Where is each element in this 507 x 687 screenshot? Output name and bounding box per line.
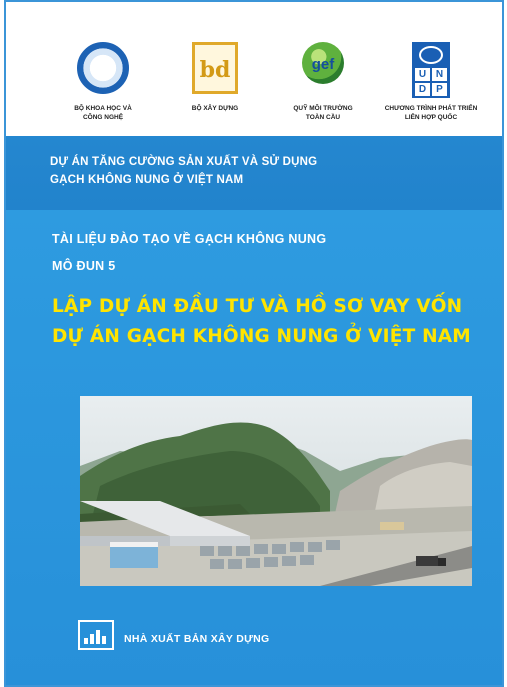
project-name: DỰ ÁN TĂNG CƯỜNG SẢN XUẤT VÀ SỬ DỤNG GẠCH KHÔNG NUNG Ở VIỆT NAM	[50, 156, 318, 186]
logo-caption: QUỸ MÔI TRƯỜNG TOÀN CẦU	[293, 105, 353, 121]
factory-photo	[80, 396, 472, 586]
logo-band	[6, 2, 504, 136]
logo-caption: CHƯƠNG TRÌNH PHÁT TRIỂN LIÊN HỢP QUỐC	[384, 105, 478, 121]
logo-gef	[268, 42, 378, 122]
main-title: LẬP DỰ ÁN ĐẦU TƯ VÀ HỒ SƠ VAY VỐN DỰ ÁN GẠCH KHÔNG NUNG Ở VIỆT NAM	[52, 296, 471, 347]
logo-undp	[376, 42, 486, 122]
logo-ministry-construction	[160, 42, 270, 113]
logo-caption: BỘ XÂY DỰNG	[191, 105, 239, 112]
publisher-name: NHÀ XUẤT BẢN XÂY DỰNG	[124, 633, 270, 645]
series-title: TÀI LIỆU ĐÀO TẠO VỀ GẠCH KHÔNG NUNG	[52, 232, 327, 246]
ministry-construction-icon: bd	[187, 42, 243, 98]
logo-ministry-science	[48, 42, 158, 122]
undp-icon: U N D P	[403, 42, 459, 98]
title-panel	[6, 210, 504, 687]
book-cover	[4, 0, 504, 687]
logo-caption: BỘ KHOA HỌC VÀ CÔNG NGHỆ	[74, 105, 132, 121]
gef-globe-icon: gef	[295, 42, 351, 98]
ministry-science-technology-icon	[75, 42, 131, 98]
construction-publisher-icon	[78, 620, 114, 650]
module-label: MÔ ĐUN 5	[52, 259, 116, 273]
